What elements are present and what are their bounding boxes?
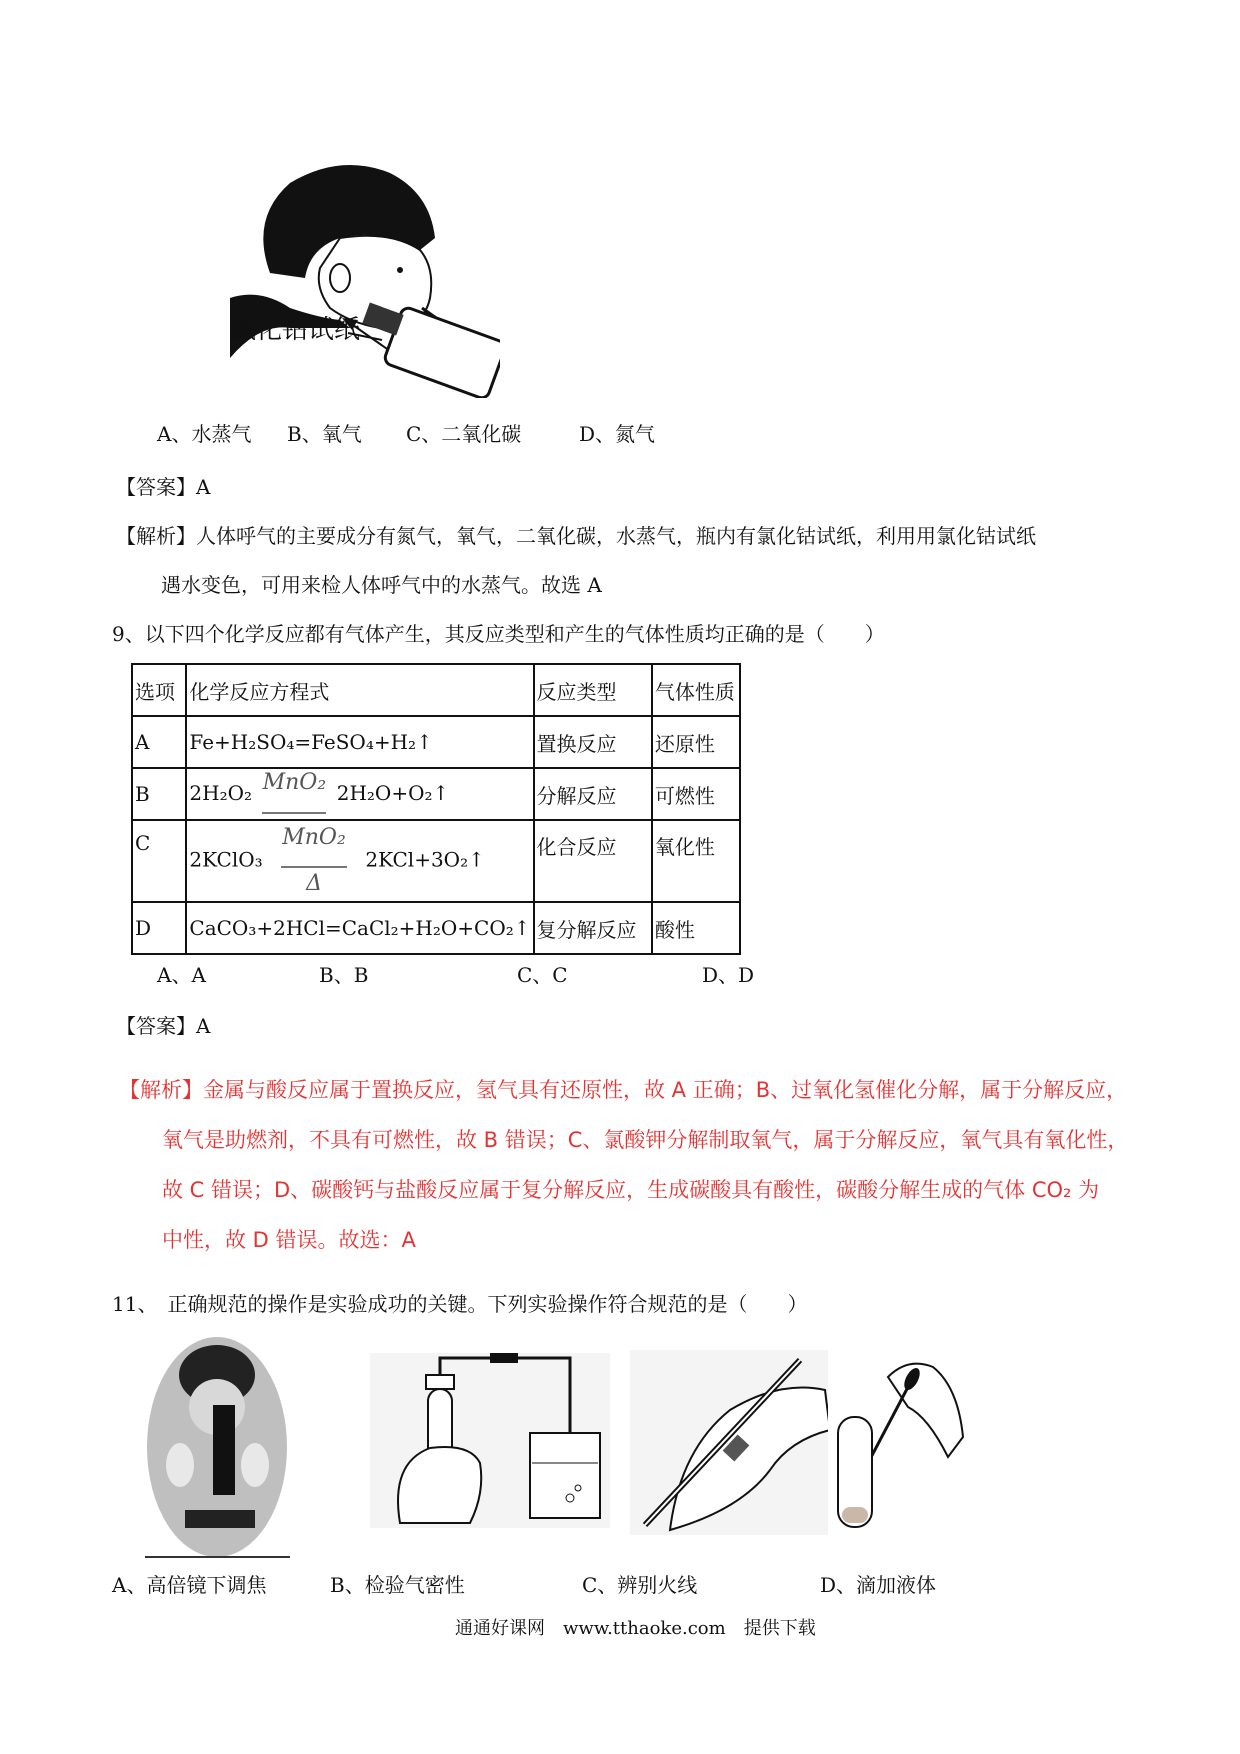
row-d-property: 酸性	[652, 902, 740, 954]
row-a-option: A	[132, 716, 186, 768]
figure-label: 氯化钴试纸	[230, 315, 361, 345]
row-b-catalyst: MnO₂	[262, 769, 327, 795]
row-b-eq-left: 2H₂O₂	[189, 780, 253, 805]
q9-table	[131, 663, 741, 955]
row-c-equation	[186, 820, 533, 902]
q8-option-b: B、氧气	[287, 422, 362, 446]
row-c-eq-right: 2KCl+3O₂↑	[365, 847, 485, 872]
row-c-type: 化合反应	[534, 820, 652, 902]
q9-analysis-line2: 氧气是助燃剂，不具有可燃性，故 B 错误；C、氯酸钾分解制取氧气，属于分解反应，氧气具有氧化性，	[162, 1128, 1129, 1152]
row-d-option: D	[132, 902, 186, 954]
row-b-equation	[186, 768, 533, 820]
q11-option-c: C、辨别火线	[582, 1573, 698, 1597]
dropper-figure	[828, 1347, 973, 1535]
header-equation: 化学反应方程式	[186, 664, 533, 716]
q8-analysis-line2: 遇水变色，可用来检人体呼气中的水蒸气。故选 A	[161, 573, 602, 597]
row-c-property: 氧化性	[652, 820, 740, 902]
q11-stem: 11、 正确规范的操作是实验成功的关键。下列实验操作符合规范的是（ ）	[112, 1292, 808, 1316]
row-a-equation: Fe+H₂SO₄=FeSO₄+H₂↑	[186, 716, 533, 768]
q8-option-a: A、水蒸气	[157, 422, 252, 446]
row-a-property: 还原性	[652, 716, 740, 768]
row-c-heat: Δ	[306, 871, 322, 896]
row-b-eq-right: 2H₂O+O₂↑	[336, 780, 450, 805]
q11-option-d: D、滴加液体	[820, 1573, 937, 1597]
row-b-property: 可燃性	[652, 768, 740, 820]
q8-option-c: C、二氧化碳	[406, 422, 522, 446]
q9-option-c: C、C	[517, 963, 568, 987]
q8-answer: 【答案】A	[116, 475, 211, 499]
row-c-catalyst: MnO₂	[282, 824, 346, 850]
header-type: 反应类型	[534, 664, 652, 716]
q9-analysis-line1: 【解析】金属与酸反应属于置换反应，氢气具有还原性，故 A 正确；B、过氧化氢催化分解，属于分解反应，	[119, 1078, 1128, 1102]
row-b-type: 分解反应	[534, 768, 652, 820]
q9-stem: 9、以下四个化学反应都有气体产生，其反应类型和产生的气体性质均正确的是（ ）	[112, 622, 885, 646]
row-c-eq-left: 2KClO₃	[189, 847, 263, 872]
q11-option-a: A、高倍镜下调焦	[112, 1573, 267, 1597]
q9-answer: 【答案】A	[116, 1014, 211, 1038]
q9-analysis-line3: 故 C 错误；D、碳酸钙与盐酸反应属于复分解反应，生成碳酸具有酸性，碳酸分解生成的气体 CO₂ 为	[162, 1178, 1100, 1202]
test-pen-figure	[630, 1350, 840, 1535]
header-option: 选项	[132, 664, 186, 716]
q9-analysis-line4: 中性，故 D 错误。故选：A	[162, 1228, 416, 1252]
row-c-option: C	[132, 820, 186, 902]
q8-option-d: D、氮气	[579, 422, 656, 446]
q9-option-a: A、A	[157, 963, 206, 987]
q9-option-b: B、B	[319, 963, 369, 987]
row-b-option: B	[132, 768, 186, 820]
microscope-figure	[145, 1335, 290, 1560]
q11-option-b: B、检验气密性	[330, 1573, 465, 1597]
breathing-figure	[230, 158, 500, 398]
header-property: 气体性质	[652, 664, 740, 716]
q8-analysis-line1: 【解析】人体呼气的主要成分有氮气，氧气，二氧化碳，水蒸气，瓶内有氯化钴试纸，利用用氯化钴试纸	[116, 524, 1036, 548]
row-a-type: 置换反应	[534, 716, 652, 768]
q9-option-d: D、D	[702, 963, 755, 987]
row-d-type: 复分解反应	[534, 902, 652, 954]
row-d-equation: CaCO₃+2HCl=CaCl₂+H₂O+CO₂↑	[186, 902, 533, 954]
airtightness-figure	[370, 1353, 610, 1528]
page-footer: 通通好课网 www.tthaoke.com 提供下载	[455, 1618, 816, 1639]
